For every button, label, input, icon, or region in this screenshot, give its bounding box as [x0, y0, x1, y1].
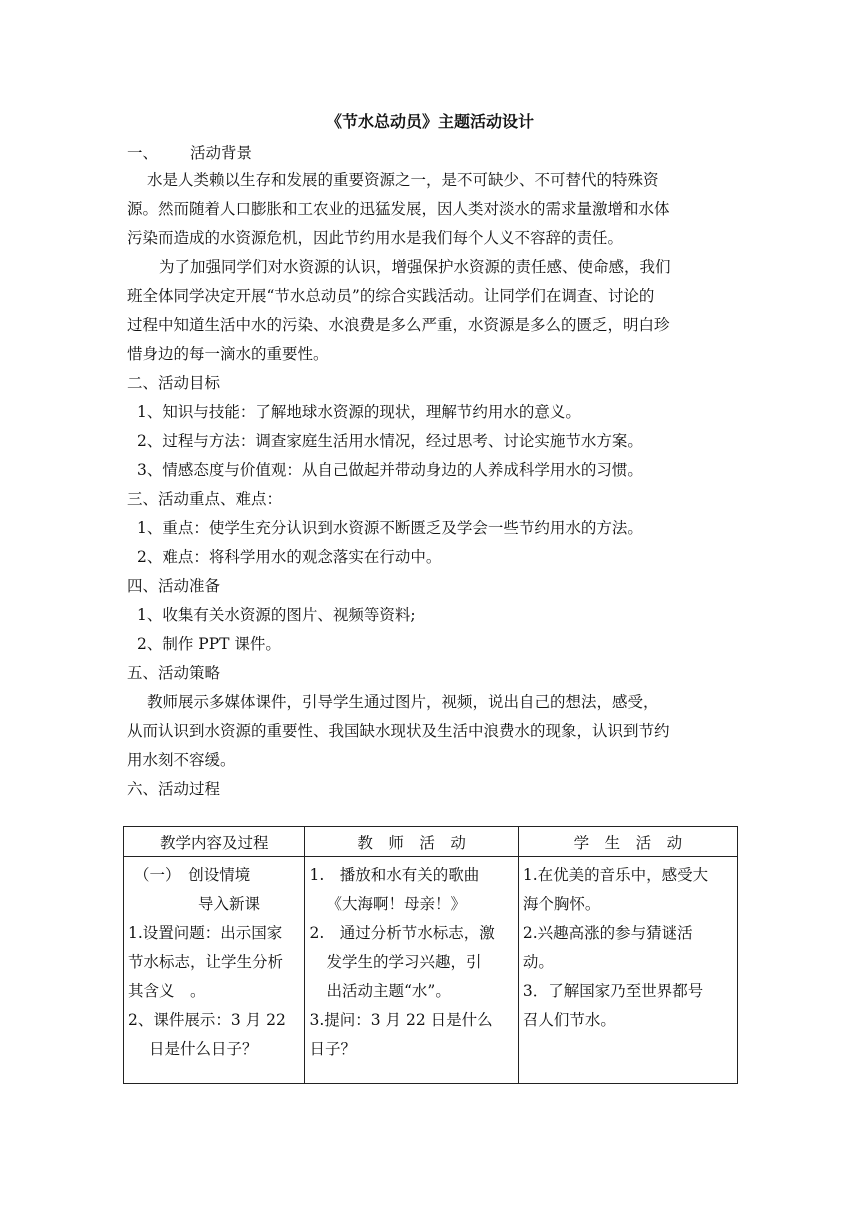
document-title: 《节水总动员》主题活动设计: [325, 112, 534, 131]
cell-line: 日是什么日子？: [149, 1040, 258, 1058]
cell-line: 1.在优美的音乐中，感受大: [522, 866, 709, 884]
cell-line: 动。: [522, 953, 554, 971]
background-paragraph: [127, 166, 733, 369]
body-line: 班全体同学决定开展“节水总动员”的综合实践活动。让同学们在调查、讨论的: [127, 287, 655, 305]
body-line: 源。然而随着人口膨胀和工农业的迅猛发展，因人类对淡水的需求量激增和水体: [127, 200, 670, 218]
header-content: 教学内容及过程: [124, 827, 305, 857]
cell-line: 2. 通过分析节水标志，激: [309, 924, 495, 942]
header-teacher: 教 师 活 动: [305, 827, 518, 857]
cell-line: 海个胸怀。: [522, 895, 601, 913]
table-row: [124, 857, 738, 1084]
strategy-line: 用水刻不容缓。: [127, 751, 236, 769]
table-header-row: [124, 827, 738, 857]
section4-heading: 四、活动准备: [127, 577, 221, 595]
student-cell: [518, 857, 737, 1084]
body-line: 过程中知道生活中水的污染、水浪费是多么严重，水资源是多么的匮乏，明白珍: [127, 316, 670, 334]
cell-line: 1.设置问题：出示国家: [128, 924, 283, 942]
teacher-cell: [305, 857, 518, 1084]
prep-item: 2、制作 PPT 课件。: [137, 635, 281, 653]
cell-line: 2.兴趣高涨的参与猜谜活: [522, 924, 693, 942]
section5-heading: 五、活动策略: [127, 664, 221, 682]
goal-item: 2、过程与方法：调查家庭生活用水情况，经过思考、讨论实施节水方案。: [137, 432, 643, 450]
keypoint-item: 2、难点：将科学用水的观念落实在行动中。: [137, 548, 442, 566]
cell-line: 节水标志，让学生分析: [128, 953, 284, 971]
cell-line: 2、课件展示：3 月 22: [128, 1011, 286, 1029]
header-student: 学 生 活 动: [518, 827, 737, 857]
cell-line: 其含义 。: [128, 982, 206, 1000]
cell-line: 出活动主题“水”。: [326, 982, 451, 1000]
body-line: 惜身边的每一滴水的重要性。: [127, 345, 329, 363]
prep-item: 1、收集有关水资源的图片、视频等资料;: [137, 606, 416, 624]
strategy-line: 从而认识到水资源的重要性、我国缺水现状及生活中浪费水的现象，认识到节约: [127, 722, 670, 740]
section1-heading: 活动背景: [190, 144, 253, 162]
strategy-line: 教师展示多媒体课件，引导学生通过图片，视频，说出自己的想法，感受，: [147, 693, 659, 711]
cell-line: （一） 创设情境: [134, 866, 251, 884]
cell-line: 导入新课: [198, 895, 261, 913]
cell-line: 3.提问：3 月 22 日是什么: [309, 1011, 493, 1029]
cell-line: 发学生的学习兴趣，引: [326, 953, 482, 971]
content-cell: [124, 857, 305, 1084]
section2-heading: 二、活动目标: [127, 374, 221, 392]
section3-heading: 三、活动重点、难点：: [127, 490, 283, 508]
section6-heading: 六、活动过程: [127, 780, 221, 798]
cell-line: 《大海啊！母亲！》: [326, 895, 466, 913]
goal-item: 3、情感态度与价值观：从自己做起并带动身边的人养成科学用水的习惯。: [137, 461, 643, 479]
activity-process-table: [123, 826, 738, 1084]
cell-line: 召人们节水。: [522, 1011, 616, 1029]
body-line: 为了加强同学们对水资源的认识，增强保护水资源的责任感、使命感，我们: [159, 258, 671, 276]
goal-item: 1、知识与技能：了解地球水资源的现状，理解节约用水的意义。: [137, 403, 581, 421]
keypoint-item: 1、重点：使学生充分认识到水资源不断匮乏及学会一些节约用水的方法。: [137, 519, 643, 537]
cell-line: 日子？: [309, 1040, 356, 1058]
section1-number: 一、: [127, 144, 159, 162]
body-line: 污染而造成的水资源危机，因此节约用水是我们每个人义不容辞的责任。: [127, 229, 624, 247]
cell-line: 3．了解国家乃至世界都号: [522, 982, 704, 1000]
goals-section: [127, 369, 733, 804]
cell-line: 1. 播放和水有关的歌曲: [309, 866, 480, 884]
body-line: 水是人类赖以生存和发展的重要资源之一，是不可缺少、不可替代的特殊资: [147, 171, 659, 189]
